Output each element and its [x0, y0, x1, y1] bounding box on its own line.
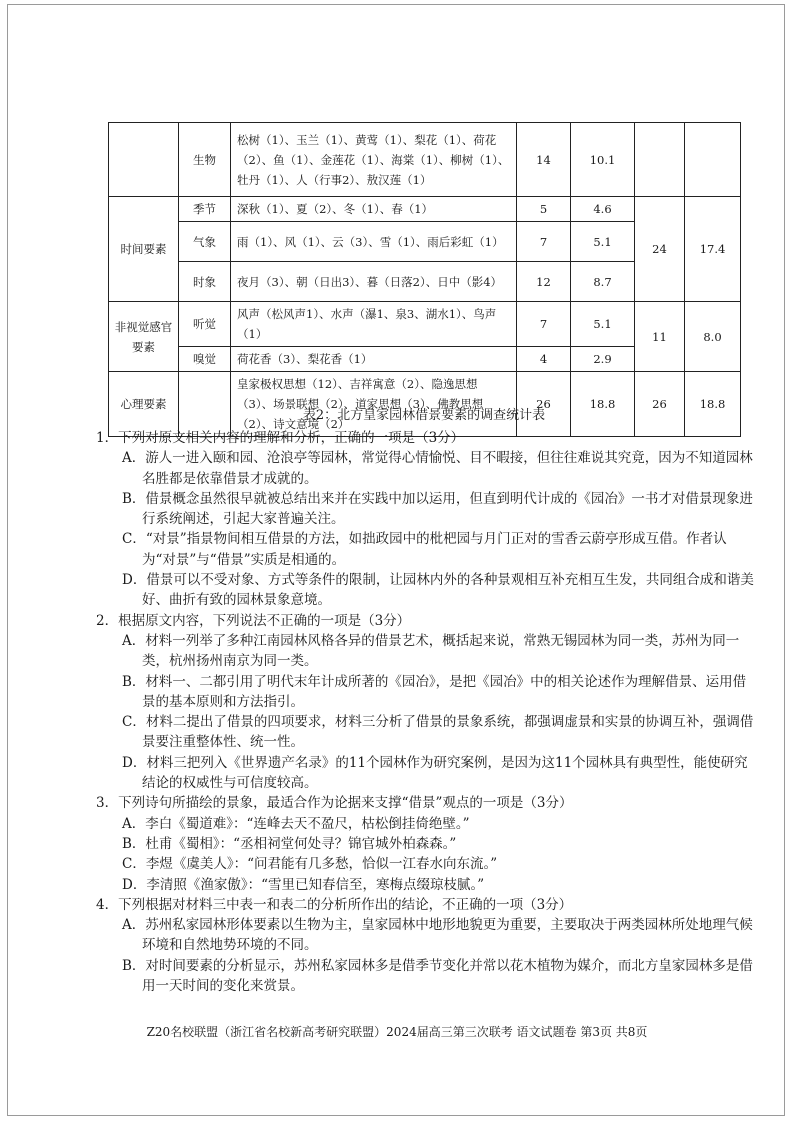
total-cell: 24: [635, 197, 685, 302]
question-stem: 1．下列对原文相关内容的理解和分析，正确的一项是（3分）: [96, 430, 465, 446]
question-stem: 3．下列诗句所描绘的景象，最适合作为论据来支撑“借景”观点的一项是（3分）: [96, 795, 573, 812]
count-cell: 26: [517, 372, 571, 437]
table-caption: 表2：北方皇家园林借景要素的调查统计表: [302, 408, 546, 423]
pct-cell: 5.1: [571, 222, 635, 262]
option-d: D．借景可以不受对象、方式等条件的限制，让园林内外的各种景观相互补充相互生发，共同组合成和谐美好、曲折有致的园林景象意境。: [122, 572, 754, 609]
question-2: [96, 611, 754, 794]
option-c: C．李煜《虞美人》：“问君能有几多愁，恰似一江春水向东流。”: [122, 856, 498, 873]
sub-cell: 嗅觉: [179, 347, 231, 372]
items-cell: 雨（1）、风（1）、云（3）、雪（1）、雨后彩虹（1）: [231, 222, 517, 262]
option-b: B．材料一、二都引用了明代末年计成所著的《园冶》，是把《园冶》中的相关论述作为理解借景、运用借景的基本原则和方法指引。: [122, 673, 747, 710]
count-cell: 7: [517, 302, 571, 347]
question-stem: 4．下列根据对材料三中表一和表二的分析所作出的结论，不正确的一项（3分）: [96, 896, 573, 913]
option-b: B．对时间要素的分析显示，苏州私家园林多是借季节变化并常以花木植物为媒介，而北方皇家园林多是借用一天时间的变化来赏景。: [122, 957, 753, 995]
question-stem: 2．根据原文内容，下列说法不正确的一项是（3分）: [96, 612, 411, 629]
sub-cell: 季节: [179, 197, 231, 222]
table-row: [109, 123, 741, 197]
sub-cell: 生物: [179, 123, 231, 197]
category-cell: 心理要素: [109, 372, 179, 437]
items-cell: 风声（松风声1）、水声（瀑1、泉3、湖水1）、鸟声（1）: [231, 302, 517, 347]
option-a: A．游人一进入颐和园、沧浪亭等园林，常觉得心情愉悦、目不暇接，但往往难说其究竟，因为不知道园林名胜都是依靠借景才成就的。: [122, 450, 753, 487]
total-pct-cell: [685, 123, 741, 197]
option-a: A．苏州私家园林形体要素以生物为主，皇家园林中地形地貌更为重要，主要取决于两类园林所处地理气候环境和自然地势环境的不同。: [122, 917, 753, 954]
count-cell: 14: [517, 123, 571, 197]
option-d: D．材料三把列入《世界遗产名录》的11个园林作为研究案例，是因为这11个园林具有典型性，能使研究结论的权威性与可信度较高。: [122, 754, 748, 792]
question-1: [96, 428, 754, 611]
category-cell: 时间要素: [109, 197, 179, 302]
count-cell: 5: [517, 197, 571, 222]
items-cell: 皇家极权思想（12）、吉祥寓意（2）、隐逸思想（3）、场景联想（2）、道家思想（3）、佛教思想（2）、诗文意境（2）: [231, 372, 517, 437]
option-a: A．材料一列举了多种江南园林风格各异的借景艺术，概括起来说，常熟无锡园林为同一类，苏州为同一类，杭州扬州南京为同一类。: [122, 632, 740, 670]
question-3: [96, 793, 754, 894]
table-row: [109, 302, 741, 347]
items-cell: 松树（1）、玉兰（1）、黄莺（1）、梨花（1）、荷花（2）、鱼（1）、金莲花（1）、海棠（1）、柳树（1）、牡丹（1）、人（行事2）、敖汉莲（1）: [231, 123, 517, 197]
total-cell: 26: [635, 372, 685, 437]
items-cell: 深秋（1）、夏（2）、冬（1）、春（1）: [231, 197, 517, 222]
count-cell: 4: [517, 347, 571, 372]
pct-cell: 10.1: [571, 123, 635, 197]
question-4: [96, 895, 754, 996]
questions-section: [96, 428, 754, 996]
option-c: C．“对景”指景物间相互借景的方法，如拙政园中的枇杷园与月门正对的雪香云蔚亭形成互借。作者认为“对景”与“借景”实质是相通的。: [122, 531, 727, 568]
total-cell: 11: [635, 302, 685, 372]
total-pct-cell: 18.8: [685, 372, 741, 437]
sub-cell: 气象: [179, 222, 231, 262]
table-row: [109, 372, 741, 437]
category-cell: 非视觉感官要素: [109, 302, 179, 372]
table-row: [109, 197, 741, 222]
pct-cell: 4.6: [571, 197, 635, 222]
pct-cell: 2.9: [571, 347, 635, 372]
count-cell: 7: [517, 222, 571, 262]
option-c: C．材料二提出了借景的四项要求，材料三分析了借景的景象系统，都强调虚景和实景的协调互补，强调借景要注重整体性、统一性。: [122, 714, 754, 751]
option-b: B．杜甫《蜀相》：“丞相祠堂何处寻？锦官城外柏森森。”: [122, 835, 457, 852]
pct-cell: 5.1: [571, 302, 635, 347]
items-cell: 夜月（3）、朝（日出3）、暮（日落2）、日中（影4）: [231, 262, 517, 302]
sub-cell: 听觉: [179, 302, 231, 347]
total-pct-cell: 17.4: [685, 197, 741, 302]
pct-cell: 18.8: [571, 372, 635, 437]
category-cell: [109, 123, 179, 197]
total-cell: [635, 123, 685, 197]
count-cell: 12: [517, 262, 571, 302]
survey-table: [108, 122, 741, 437]
option-b: B．借景概念虽然很早就被总结出来并在实践中加以运用，但直到明代计成的《园冶》一书才对借景现象进行系统阐述，引起大家普遍关注。: [122, 490, 753, 528]
total-pct-cell: 8.0: [685, 302, 741, 372]
items-cell: 荷花香（3）、梨花香（1）: [231, 347, 517, 372]
pct-cell: 8.7: [571, 262, 635, 302]
sub-cell: [179, 372, 231, 437]
option-a: A．李白《蜀道难》：“连峰去天不盈尺，枯松倒挂倚绝壁。”: [122, 815, 470, 832]
page-footer: Z20名校联盟（浙江省名校新高考研究联盟）2024届高三第三次联考 语文试题卷 第3页 共8页: [146, 1025, 648, 1039]
option-d: D．李清照《渔家傲》：“雪里已知春信至，寒梅点缀琼枝腻。”: [122, 876, 485, 893]
sub-cell: 时象: [179, 262, 231, 302]
